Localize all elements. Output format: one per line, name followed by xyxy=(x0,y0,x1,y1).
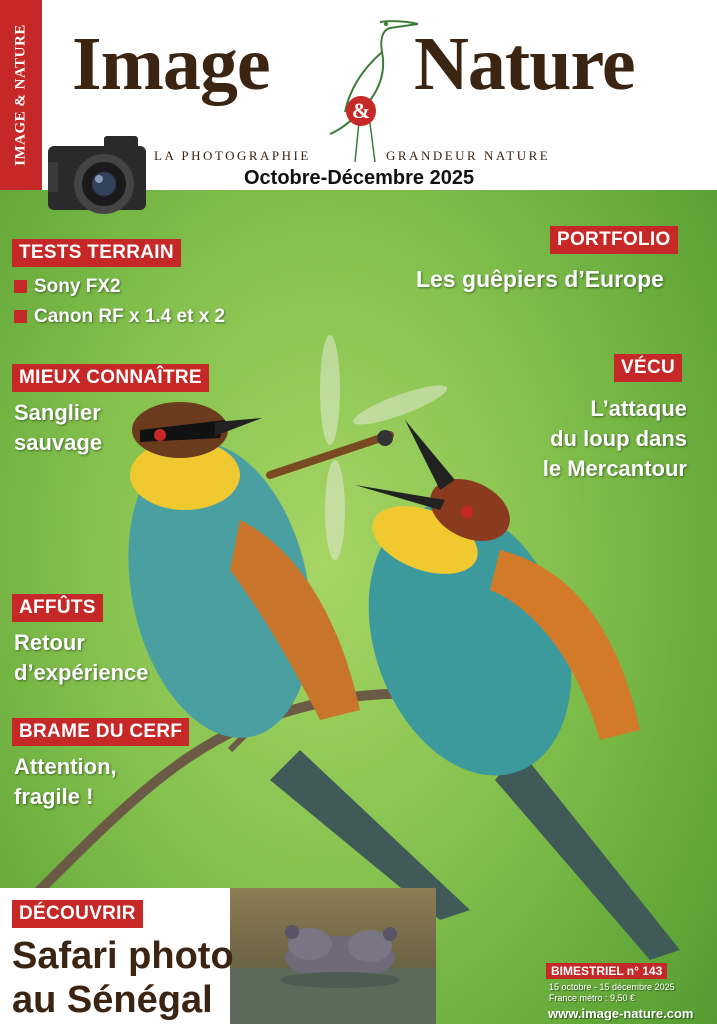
vecu-badge: VÉCU xyxy=(614,354,682,382)
vecu-line-2: du loup dans xyxy=(550,426,687,451)
vecu-line-1: L’attaque xyxy=(590,396,687,421)
issue-dates: 15 octobre - 15 décembre 2025 xyxy=(549,982,675,992)
logo-word-image: Image xyxy=(72,22,270,106)
sanglier-line-2: sauvage xyxy=(14,430,103,455)
portfolio-badge: PORTFOLIO xyxy=(550,226,678,254)
safari-title xyxy=(12,934,234,1022)
brame-du-cerf-badge: BRAME DU CERF xyxy=(12,718,189,746)
spine-text: IMAGE & NATURE xyxy=(12,24,29,166)
logo-ampersand: & xyxy=(346,96,376,126)
heron-logo-icon xyxy=(320,12,420,162)
test-item-1: Sony FX2 xyxy=(14,276,121,298)
mieux-connaitre-badge: MIEUX CONNAÎTRE xyxy=(12,364,209,392)
issue-price: France métro : 9,50 € xyxy=(549,993,636,1003)
bullet-square-icon xyxy=(14,310,27,323)
portfolio-headline: Les guêpiers d’Europe xyxy=(416,266,664,292)
brame-line-2: fragile ! xyxy=(14,784,94,809)
hippo-photo xyxy=(230,888,436,1024)
test-item-2: Canon RF x 1.4 et x 2 xyxy=(14,306,225,328)
vecu-line-3: le Mercantour xyxy=(542,456,687,481)
sanglier-line-1: Sanglier xyxy=(14,400,101,425)
brame-line-1: Attention, xyxy=(14,754,117,779)
tagline-left: LA PHOTOGRAPHIE xyxy=(154,148,311,163)
issue-number-badge: BIMESTRIEL n° 143 xyxy=(546,963,667,979)
website-url: www.image-nature.com xyxy=(548,1006,694,1021)
bullet-square-icon xyxy=(14,280,27,293)
affuts-badge: AFFÛTS xyxy=(12,594,103,622)
safari-line-2: au Sénégal xyxy=(12,979,213,1021)
issue-period: Octobre-Décembre 2025 xyxy=(244,167,475,189)
tagline-right: GRANDEUR NATURE xyxy=(386,148,551,163)
hippo-icon xyxy=(230,888,436,1024)
affuts-line-2: d’expérience xyxy=(14,660,149,685)
affuts-line-1: Retour xyxy=(14,630,85,655)
tests-terrain-badge: TESTS TERRAIN xyxy=(12,239,181,267)
logo-word-nature: Nature xyxy=(414,22,635,106)
safari-line-1: Safari photo xyxy=(12,935,234,977)
decouvrir-badge: DÉCOUVRIR xyxy=(12,900,143,928)
camera-icon xyxy=(44,132,150,222)
spine-band xyxy=(0,0,42,190)
